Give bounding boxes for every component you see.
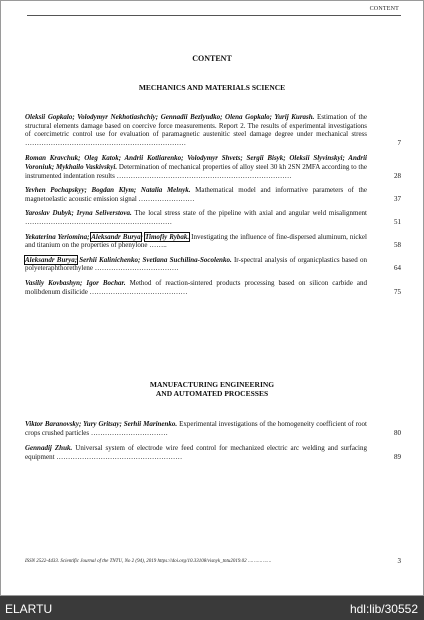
entry-authors: Roman Kravchuk; Oleg Katok; Andrii Kotliarenko; Volodymyr Shvets; Sergii Bisyk; Oleksii Slyvinskyi; Andrii Voroniuk; Mykhailo Vaskivskyi. <box>25 154 367 171</box>
entry-title: Method of reaction-sintered products processing based on silicon carbide and molibdenum disilicide …………………………………… <box>25 278 367 296</box>
toc-entry[interactable] <box>25 113 401 147</box>
entry-authors: Yevhen Pochapskyy; Bogdan Klym; Natalia Melnyk. <box>25 186 191 195</box>
toc-entry[interactable] <box>25 420 401 437</box>
entry-title: Ir-spectral analysis of organicplastics based on polyeteraphthorethylene ……………………………… <box>25 255 367 273</box>
entry-authors: Gennadij Zhuk. <box>25 444 73 453</box>
highlighted-author[interactable]: Aleksandr Burya; <box>25 255 78 264</box>
handle-label[interactable]: hdl:lib/30552 <box>349 602 418 616</box>
running-head: CONTENT <box>369 6 399 12</box>
entry-title: Estimation of the structural elements damage based on coercive force measurements. Report 2. The results of experimental investigations of coercimetric control use for evaluation of paramagnetic austenitic steel damage degree under mechanical stress …………………………………………………………… <box>25 113 367 147</box>
toc-entry[interactable] <box>25 444 401 461</box>
toc-entry[interactable] <box>25 255 401 273</box>
footer-citation: ISSN 2522-4433. Scientific Journal of the TNTU, No 2 (94), 2019 https://doi.org/10.33108/visnyk_tntu2019.02 ……………. <box>25 559 272 564</box>
entry-page-number: 64 <box>394 264 401 273</box>
entry-title: The local stress state of the pipeline with axial and angular weld misalignment ……………………………………………………… <box>25 209 367 226</box>
entry-authors: ; <box>140 232 145 241</box>
section-title-mechanics: MECHANICS AND MATERIALS SCIENCE <box>138 83 286 92</box>
entry-page-number: 51 <box>394 217 401 226</box>
content-title: CONTENT <box>192 54 232 63</box>
entry-page-number: 80 <box>394 428 401 437</box>
entry-title: Determination of mechanical properties of alloy steel 30 kh 2SN 2MFA according to the instrumented indentation results ………………………………………………………………… <box>25 162 367 180</box>
repository-label[interactable]: ELARTU <box>5 602 53 616</box>
highlighted-author[interactable]: Aleksandr Burya <box>91 232 141 241</box>
entry-title: Experimental investigations of the homogeneity coefficient of root crops crushed particles …………………………… <box>25 420 368 437</box>
entry-authors: Yaroslav Dubyk; Iryna Seliverstova. <box>25 209 132 218</box>
entry-page-number: 7 <box>397 138 401 147</box>
section-title-line: AND AUTOMATED PROCESSES <box>155 389 269 398</box>
entry-page-number: 75 <box>394 287 401 296</box>
footer-page-number: 3 <box>397 557 401 565</box>
toc-entry[interactable] <box>25 278 401 296</box>
toc-section-mechanics <box>25 113 401 296</box>
entry-authors: Oleksii Gopkalo; Volodymyr Nekhotiashchiy; Gennadii Bezlyudko; Olena Gopkalo; Yurij Kurash. <box>25 113 315 121</box>
entry-authors: Serhii Kalinichenko; Svetlana Suchilina-Socolenko. <box>77 255 232 264</box>
entry-page-number: 37 <box>394 194 401 203</box>
header-rule <box>27 15 401 16</box>
entry-title: Mathematical model and informative parameters of the magnetoelastic acoustic emission signal …………………… <box>25 186 367 203</box>
entry-authors: Vasiliy Kovbashyn; Igor Bochar. <box>25 278 126 287</box>
entry-authors: Yekaterina Yeriomina; <box>25 232 92 241</box>
entry-title: Universal system of electrode wire feed control for mechanized electric arc welding and surfacing equipment ……………………………………………… <box>25 444 367 461</box>
entry-authors: Viktor Baranovsky; Yury Gritsay; Serhii Marinenko. <box>25 420 178 428</box>
section-title-manufacturing <box>1 380 423 398</box>
entry-page-number: 89 <box>394 452 401 461</box>
entry-page-number: 58 <box>394 241 401 250</box>
toc-entry[interactable] <box>25 232 401 250</box>
entry-page-number: 28 <box>394 171 401 180</box>
toc-entry[interactable] <box>25 186 401 203</box>
section-title-line: MANUFACTURING ENGINEERING <box>149 380 275 389</box>
toc-section-manufacturing <box>25 420 401 461</box>
entry-title: Investigating the influence of fine-dispersed aluminum, nickel and titanium on the properties of phenylone …….. <box>25 232 367 250</box>
toc-entry[interactable] <box>25 154 401 180</box>
toc-entry[interactable] <box>25 209 401 226</box>
highlighted-author[interactable]: Timofiy Rybak. <box>145 232 190 241</box>
